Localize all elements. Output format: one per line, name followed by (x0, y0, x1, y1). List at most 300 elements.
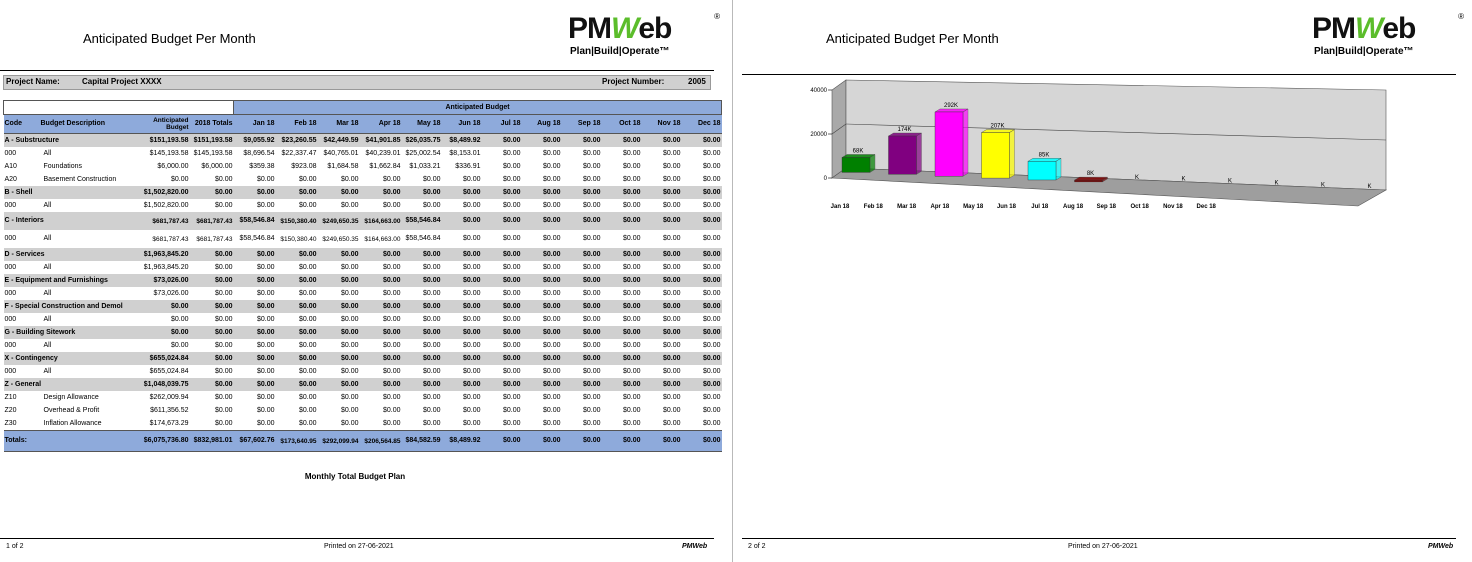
value-cell: $0.00 (482, 134, 522, 148)
logo-tagline: Plan|Build|Operate™ (1314, 46, 1414, 57)
description-cell: Basement Construction (43, 175, 117, 183)
value-cell: $0.00 (662, 149, 681, 157)
value-cell: $0.00 (582, 162, 601, 170)
value-cell: $0.00 (256, 419, 275, 427)
chart-x-tick-label: Dec 18 (1196, 204, 1216, 210)
chart-bar-side (1056, 158, 1061, 180)
value-cell: $0.00 (360, 326, 402, 339)
value-cell: $0.00 (662, 315, 681, 323)
totals-value-cell: $0.00 (682, 431, 722, 452)
value-cell: $0.00 (256, 201, 275, 209)
footer-brand: PMWeb (682, 543, 708, 550)
value-cell: $0.00 (442, 248, 482, 261)
description-cell: All (43, 315, 52, 323)
value-cell: $0.00 (340, 419, 359, 427)
column-header: Jul 18 (482, 115, 522, 134)
description-cell: All (43, 341, 52, 349)
value-cell: $164,663.00 (364, 235, 401, 243)
value-cell: $0.00 (360, 248, 402, 261)
value-cell: $1,048,039.75 (140, 378, 190, 391)
value-cell: $0.00 (382, 419, 401, 427)
value-cell: $0.00 (276, 326, 318, 339)
table-row (4, 339, 722, 352)
chart-x-tick-label: May 18 (963, 204, 984, 210)
description-cell: All (43, 235, 52, 242)
column-header: May 18 (402, 115, 442, 134)
logo-registered-mark: ® (1458, 12, 1464, 21)
value-cell: $0.00 (442, 326, 482, 339)
code-cell: G - Building Sitework (4, 326, 140, 339)
section-row (4, 134, 722, 148)
value-cell: $0.00 (190, 378, 234, 391)
value-cell: $0.00 (642, 274, 682, 287)
description-cell: Foundations (43, 162, 83, 170)
value-cell: $655,024.84 (140, 352, 190, 365)
value-cell: $0.00 (234, 352, 276, 365)
value-cell: $0.00 (562, 134, 602, 148)
value-cell: $0.00 (382, 341, 401, 349)
value-cell: $0.00 (502, 289, 521, 297)
pmweb-logo (1312, 12, 1462, 64)
value-cell: $0.00 (482, 248, 522, 261)
project-info-bar (3, 75, 711, 90)
column-header: Apr 18 (360, 115, 402, 134)
value-cell: $0.00 (190, 300, 234, 313)
value-cell: $0.00 (682, 186, 722, 199)
value-cell: $0.00 (214, 263, 233, 271)
logo-wordmark: PMWeb (1312, 12, 1416, 45)
value-cell: $0.00 (422, 315, 441, 323)
value-cell: $0.00 (382, 393, 401, 401)
report-title: Anticipated Budget Per Month (83, 31, 256, 46)
value-cell: $58,546.84 (402, 212, 442, 230)
table-row (4, 404, 722, 417)
column-header: 2018 Totals (190, 115, 234, 134)
value-cell: $0.00 (214, 201, 233, 209)
code-cell: Z - General (4, 378, 140, 391)
budget-table (3, 100, 722, 452)
totals-value-cell: $173,640.95 (276, 431, 318, 452)
value-cell: $923.08 (291, 162, 317, 170)
chart-x-tick-label: Jul 18 (1031, 204, 1049, 210)
footer-rule (742, 538, 1456, 539)
value-cell: $0.00 (340, 406, 359, 414)
value-cell: $73,026.00 (140, 274, 190, 287)
value-cell: $0.00 (256, 315, 275, 323)
value-cell: $150,380.40 (276, 212, 318, 230)
value-cell: $0.00 (402, 274, 442, 287)
code-cell: X - Contingency (4, 352, 140, 365)
column-header: Oct 18 (602, 115, 642, 134)
value-cell: $0.00 (662, 201, 681, 209)
value-cell: $0.00 (462, 341, 481, 349)
value-cell: $0.00 (682, 300, 722, 313)
code-cell: A10 (4, 162, 17, 170)
value-cell: $0.00 (256, 263, 275, 271)
value-cell: $0.00 (214, 406, 233, 414)
chart-bar-top (842, 154, 875, 157)
value-cell: $1,033.21 (409, 162, 441, 170)
chart-x-tick-label: Apr 18 (930, 204, 950, 210)
value-cell: $0.00 (318, 300, 360, 313)
code-cell: Z30 (4, 419, 17, 427)
value-cell: $26,035.75 (402, 134, 442, 148)
value-cell: $0.00 (298, 289, 317, 297)
section-row (4, 274, 722, 287)
description-cell: Overhead & Profit (43, 406, 100, 414)
value-cell: $0.00 (382, 175, 401, 183)
logo-wordmark: PMWeb (568, 12, 672, 45)
value-cell: $41,901.85 (360, 134, 402, 148)
monthly-budget-bar-chart (802, 78, 1402, 218)
description-cell: All (43, 289, 52, 297)
value-cell: $0.00 (703, 235, 721, 242)
value-cell: $0.00 (298, 367, 317, 375)
footer-rule (0, 538, 714, 539)
value-cell: $0.00 (502, 315, 521, 323)
value-cell: $0.00 (602, 352, 642, 365)
logo-tagline: Plan|Build|Operate™ (570, 46, 670, 57)
value-cell: $0.00 (622, 367, 641, 375)
value-cell: $0.00 (542, 406, 561, 414)
code-cell: 000 (4, 315, 17, 323)
value-cell: $0.00 (340, 367, 359, 375)
chart-y-tick-label: 20000 (810, 132, 827, 138)
value-cell: $1,684.58 (327, 162, 359, 170)
value-cell: $0.00 (542, 341, 561, 349)
value-cell: $0.00 (502, 367, 521, 375)
value-cell: $40,765.01 (323, 149, 359, 157)
value-cell: $0.00 (703, 263, 721, 271)
value-cell: $0.00 (662, 162, 681, 170)
value-cell: $0.00 (662, 419, 681, 427)
value-cell: $249,650.35 (322, 235, 359, 243)
value-cell: $58,546.84 (239, 235, 275, 242)
value-cell: $0.00 (542, 235, 561, 242)
value-cell: $0.00 (298, 406, 317, 414)
value-cell: $0.00 (318, 326, 360, 339)
chart-x-tick-label: Nov 18 (1163, 204, 1183, 210)
value-cell: $0.00 (298, 393, 317, 401)
column-header: Code (4, 115, 40, 134)
printed-date: Printed on 27-06-2021 (324, 543, 394, 550)
totals-value-cell: $292,099.94 (318, 431, 360, 452)
description-cell: Design Allowance (43, 393, 99, 401)
value-cell: $0.00 (703, 315, 721, 323)
value-cell: $0.00 (642, 300, 682, 313)
totals-value-cell: $0.00 (482, 431, 522, 452)
totals-value-cell: $0.00 (642, 431, 682, 452)
value-cell: $73,026.00 (153, 289, 189, 297)
value-cell: $0.00 (442, 274, 482, 287)
value-cell: $0.00 (318, 378, 360, 391)
chart-x-tick-label: Feb 18 (863, 204, 883, 210)
value-cell: $0.00 (682, 212, 722, 230)
value-cell: $0.00 (542, 419, 561, 427)
description-cell: All (43, 201, 52, 209)
value-cell: $0.00 (234, 186, 276, 199)
value-cell: $0.00 (214, 315, 233, 323)
chart-bar-top (982, 130, 1015, 133)
value-cell: $0.00 (682, 326, 722, 339)
value-cell: $0.00 (190, 248, 234, 261)
chart-x-tick-label: Oct 18 (1130, 204, 1149, 210)
page-number: 2 of 2 (748, 543, 766, 550)
value-cell: $0.00 (462, 419, 481, 427)
value-cell: $0.00 (662, 263, 681, 271)
chart-data-label: 8K (1086, 171, 1095, 178)
totals-value-cell: $0.00 (602, 431, 642, 452)
value-cell: $0.00 (622, 235, 641, 242)
value-cell: $0.00 (522, 352, 562, 365)
code-cell: 000 (4, 263, 17, 271)
value-cell: $0.00 (318, 274, 360, 287)
column-header: Nov 18 (642, 115, 682, 134)
value-cell: $0.00 (542, 175, 561, 183)
value-cell: $0.00 (502, 393, 521, 401)
value-cell: $0.00 (582, 175, 601, 183)
value-cell: $0.00 (298, 201, 317, 209)
code-cell: C - Interiors (4, 212, 140, 230)
chart-data-label: 68K (852, 148, 864, 155)
value-cell: $0.00 (442, 186, 482, 199)
totals-row (4, 431, 722, 452)
value-cell: $42,449.59 (318, 134, 360, 148)
value-cell: $0.00 (642, 352, 682, 365)
chart-bar-top (889, 133, 922, 136)
chart-data-label: 292K (943, 102, 959, 109)
value-cell: $0.00 (542, 315, 561, 323)
column-header: Sep 18 (562, 115, 602, 134)
value-cell: $58,546.84 (234, 212, 276, 230)
value-cell: $0.00 (622, 406, 641, 414)
value-cell: $0.00 (360, 300, 402, 313)
section-row (4, 326, 722, 339)
table-row (4, 261, 722, 274)
totals-label: Totals: (4, 431, 140, 452)
value-cell: $0.00 (602, 378, 642, 391)
report-page-1 (0, 0, 728, 562)
value-cell: $8,153.01 (449, 149, 481, 157)
value-cell: $0.00 (602, 300, 642, 313)
value-cell: $0.00 (602, 212, 642, 230)
value-cell: $0.00 (462, 289, 481, 297)
section-row (4, 186, 722, 199)
value-cell: $0.00 (482, 326, 522, 339)
value-cell: $0.00 (340, 289, 359, 297)
value-cell: $0.00 (703, 175, 721, 183)
value-cell: $0.00 (662, 341, 681, 349)
value-cell: $0.00 (562, 186, 602, 199)
value-cell: $0.00 (502, 406, 521, 414)
chart-y-tick-label: 40000 (810, 88, 827, 94)
value-cell: $0.00 (642, 378, 682, 391)
value-cell: $0.00 (682, 378, 722, 391)
value-cell: $0.00 (382, 201, 401, 209)
value-cell: $0.00 (582, 341, 601, 349)
chart-x-tick-label: Aug 18 (1063, 204, 1084, 210)
value-cell: $0.00 (703, 367, 721, 375)
value-cell: $0.00 (642, 326, 682, 339)
value-cell: $23,260.55 (276, 134, 318, 148)
chart-data-label: K (1227, 178, 1233, 185)
value-cell: $0.00 (422, 341, 441, 349)
chart-data-label: 85K (1038, 152, 1050, 159)
value-cell: $1,502,820.00 (140, 186, 190, 199)
chart-bar-side (1010, 130, 1015, 179)
value-cell: $0.00 (214, 289, 233, 297)
column-header: Budget Description (40, 115, 140, 134)
totals-value-cell: $8,489.92 (442, 431, 482, 452)
table-row (4, 287, 722, 300)
value-cell: $0.00 (522, 186, 562, 199)
value-cell: $0.00 (256, 406, 275, 414)
value-cell: $0.00 (462, 367, 481, 375)
code-cell: F - Special Construction and Demol (4, 300, 140, 313)
value-cell: $1,662.84 (369, 162, 401, 170)
value-cell: $0.00 (562, 378, 602, 391)
value-cell: $9,055.92 (234, 134, 276, 148)
value-cell: $0.00 (582, 201, 601, 209)
chart-caption: Monthly Total Budget Plan (304, 472, 406, 481)
table-row (4, 365, 722, 378)
value-cell: $0.00 (318, 248, 360, 261)
section-row (4, 378, 722, 391)
totals-value-cell: $67,602.76 (234, 431, 276, 452)
value-cell: $0.00 (703, 149, 721, 157)
description-cell: All (43, 149, 52, 157)
value-cell: $0.00 (502, 419, 521, 427)
value-cell: $0.00 (582, 419, 601, 427)
value-cell: $0.00 (682, 134, 722, 148)
value-cell: $0.00 (462, 201, 481, 209)
value-cell: $0.00 (602, 248, 642, 261)
value-cell: $0.00 (682, 248, 722, 261)
printed-date: Printed on 27-06-2021 (1068, 543, 1138, 550)
value-cell: $0.00 (298, 419, 317, 427)
code-cell: 000 (4, 201, 17, 209)
chart-bar-top (1075, 177, 1108, 180)
value-cell: $0.00 (214, 419, 233, 427)
value-cell: $0.00 (562, 274, 602, 287)
totals-value-cell: $0.00 (562, 431, 602, 452)
value-cell: $0.00 (382, 263, 401, 271)
value-cell: $0.00 (234, 274, 276, 287)
value-cell: $0.00 (662, 367, 681, 375)
value-cell: $22,337.47 (281, 149, 317, 157)
value-cell: $0.00 (622, 393, 641, 401)
value-cell: $0.00 (502, 263, 521, 271)
value-cell: $0.00 (482, 212, 522, 230)
description-cell: All (43, 367, 52, 375)
value-cell: $0.00 (502, 341, 521, 349)
code-cell: E - Equipment and Furnishings (4, 274, 140, 287)
value-cell: $0.00 (170, 175, 189, 183)
anticipated-budget-group-header: Anticipated Budget (234, 101, 722, 115)
table-body (4, 134, 722, 431)
value-cell: $0.00 (622, 263, 641, 271)
value-cell: $262,009.94 (149, 393, 189, 401)
value-cell: $0.00 (214, 341, 233, 349)
column-header: Mar 18 (318, 115, 360, 134)
project-name: Capital Project XXXX (82, 77, 162, 86)
value-cell: $0.00 (340, 315, 359, 323)
value-cell: $0.00 (340, 263, 359, 271)
value-cell: $0.00 (703, 201, 721, 209)
code-cell: D - Services (4, 248, 140, 261)
value-cell: $0.00 (340, 341, 359, 349)
value-cell: $0.00 (422, 367, 441, 375)
value-cell: $0.00 (382, 315, 401, 323)
value-cell: $25,002.54 (405, 149, 441, 157)
value-cell: $0.00 (622, 201, 641, 209)
value-cell: $0.00 (442, 300, 482, 313)
value-cell: $8,696.54 (243, 149, 275, 157)
column-header: Aug 18 (522, 115, 562, 134)
chart-bar-top (935, 109, 968, 112)
value-cell: $0.00 (582, 393, 601, 401)
value-cell: $0.00 (422, 263, 441, 271)
chart-x-tick-label: Sep 18 (1096, 204, 1117, 210)
value-cell: $0.00 (482, 274, 522, 287)
chart-bar (935, 112, 963, 176)
value-cell: $0.00 (422, 393, 441, 401)
value-cell: $0.00 (703, 162, 721, 170)
value-cell: $8,489.92 (442, 134, 482, 148)
value-cell: $164,663.00 (360, 212, 402, 230)
value-cell: $0.00 (622, 341, 641, 349)
value-cell: $0.00 (642, 134, 682, 148)
value-cell: $0.00 (234, 378, 276, 391)
value-cell: $145,193.58 (149, 149, 189, 157)
table-row (4, 417, 722, 431)
value-cell: $0.00 (522, 300, 562, 313)
value-cell: $151,193.58 (190, 134, 234, 148)
chart-bar-side (917, 133, 922, 174)
totals-value-cell: $832,981.01 (190, 431, 234, 452)
value-cell: $681,787.43 (196, 235, 233, 243)
value-cell: $0.00 (622, 315, 641, 323)
code-cell: 000 (4, 149, 17, 157)
value-cell: $0.00 (422, 406, 441, 414)
value-cell: $0.00 (462, 175, 481, 183)
table-row (4, 160, 722, 173)
project-number: 2005 (688, 77, 706, 86)
totals-value-cell: $84,582.59 (402, 431, 442, 452)
value-cell: $1,963,845.20 (143, 263, 189, 271)
value-cell: $1,963,845.20 (140, 248, 190, 261)
totals-value-cell: $0.00 (522, 431, 562, 452)
value-cell: $0.00 (170, 315, 189, 323)
value-cell: $0.00 (703, 406, 721, 414)
value-cell: $0.00 (276, 300, 318, 313)
value-cell: $0.00 (402, 326, 442, 339)
value-cell: $0.00 (298, 341, 317, 349)
value-cell: $0.00 (170, 341, 189, 349)
value-cell: $0.00 (622, 162, 641, 170)
value-cell: $0.00 (662, 235, 681, 242)
value-cell: $0.00 (298, 263, 317, 271)
value-cell: $0.00 (462, 315, 481, 323)
value-cell: $0.00 (542, 201, 561, 209)
table-row (4, 313, 722, 326)
chart-bar (889, 136, 917, 174)
value-cell: $0.00 (482, 378, 522, 391)
header-rule (742, 74, 1456, 75)
value-cell: $0.00 (340, 201, 359, 209)
value-cell: $0.00 (402, 352, 442, 365)
report-title: Anticipated Budget Per Month (826, 31, 999, 46)
